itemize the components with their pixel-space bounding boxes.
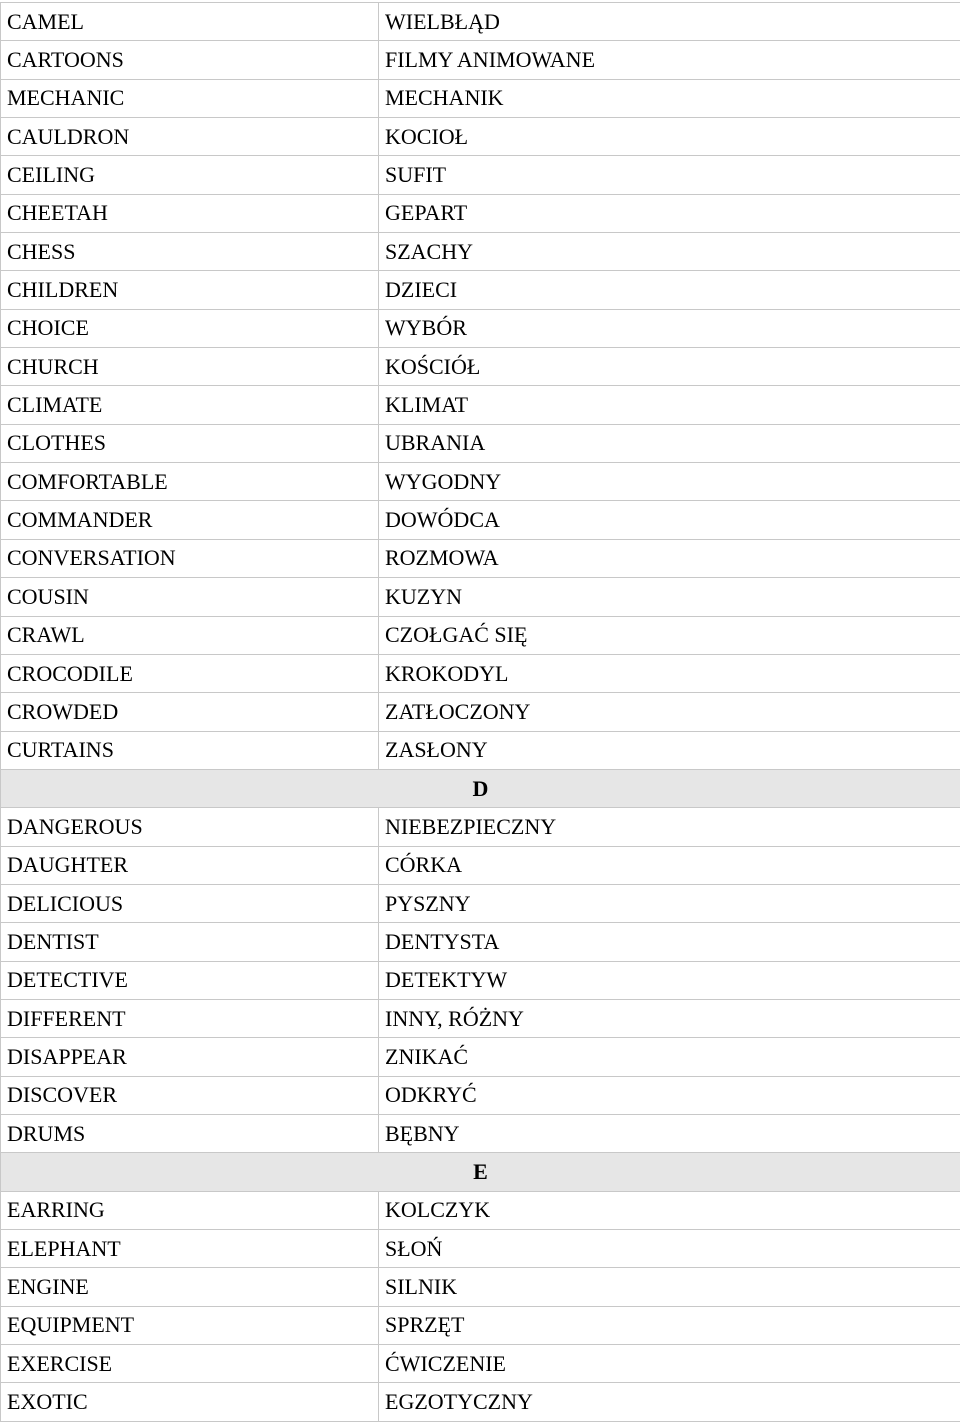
table-row (1, 1191, 960, 1229)
table-row (1, 923, 960, 961)
english-word: CROCODILE (1, 654, 379, 692)
polish-translation: MECHANIK (379, 79, 960, 117)
table-row (1, 1268, 960, 1306)
polish-translation: SPRZĘT (379, 1306, 960, 1344)
table-row (1, 194, 960, 232)
english-word: CURTAINS (1, 731, 379, 769)
english-word: COMMANDER (1, 501, 379, 539)
polish-translation: KLIMAT (379, 386, 960, 424)
table-row (1, 156, 960, 194)
polish-translation: CÓRKA (379, 846, 960, 884)
table-row (1, 41, 960, 79)
polish-translation: WYGODNY (379, 463, 960, 501)
table-row (1, 1038, 960, 1076)
polish-translation: ZATŁOCZONY (379, 693, 960, 731)
table-row (1, 1345, 960, 1383)
table-row (1, 961, 960, 999)
section-letter: D (1, 769, 960, 807)
polish-translation: KOŚCIÓŁ (379, 348, 960, 386)
table-row (1, 731, 960, 769)
english-word: EXOTIC (1, 1383, 379, 1421)
polish-translation: KROKODYL (379, 654, 960, 692)
polish-translation: PYSZNY (379, 884, 960, 922)
polish-translation: WYBÓR (379, 309, 960, 347)
polish-translation: SŁOŃ (379, 1230, 960, 1268)
polish-translation: ZNIKAĆ (379, 1038, 960, 1076)
polish-translation: DETEKTYW (379, 961, 960, 999)
table-row (1, 386, 960, 424)
english-word: CHILDREN (1, 271, 379, 309)
table-row (1, 463, 960, 501)
table-row (1, 1114, 960, 1152)
section-header-row (1, 1153, 960, 1191)
english-word: CAULDRON (1, 118, 379, 156)
polish-translation: SUFIT (379, 156, 960, 194)
polish-translation: KOLCZYK (379, 1191, 960, 1229)
table-row (1, 424, 960, 462)
polish-translation: UBRANIA (379, 424, 960, 462)
english-word: ENGINE (1, 1268, 379, 1306)
polish-translation: FILMY ANIMOWANE (379, 41, 960, 79)
english-word: CONVERSATION (1, 539, 379, 577)
table-row (1, 309, 960, 347)
table-row (1, 884, 960, 922)
english-word: DELICIOUS (1, 884, 379, 922)
polish-translation: KUZYN (379, 578, 960, 616)
polish-translation: DENTYSTA (379, 923, 960, 961)
polish-translation: ĆWICZENIE (379, 1345, 960, 1383)
table-row (1, 1230, 960, 1268)
table-row (1, 271, 960, 309)
english-word: DETECTIVE (1, 961, 379, 999)
polish-translation: NIEBEZPIECZNY (379, 808, 960, 846)
table-row (1, 118, 960, 156)
table-row (1, 578, 960, 616)
table-row (1, 846, 960, 884)
table-row (1, 1383, 960, 1421)
english-word: EARRING (1, 1191, 379, 1229)
table-row (1, 3, 960, 41)
english-word: DRUMS (1, 1114, 379, 1152)
polish-translation: ODKRYĆ (379, 1076, 960, 1114)
table-row (1, 501, 960, 539)
english-word: CARTOONS (1, 41, 379, 79)
english-word: CLOTHES (1, 424, 379, 462)
english-word: DANGEROUS (1, 808, 379, 846)
vocabulary-table (0, 2, 960, 1422)
table-row (1, 808, 960, 846)
english-word: COMFORTABLE (1, 463, 379, 501)
english-word: CEILING (1, 156, 379, 194)
table-row (1, 348, 960, 386)
english-word: DISAPPEAR (1, 1038, 379, 1076)
english-word: CHEETAH (1, 194, 379, 232)
polish-translation: DOWÓDCA (379, 501, 960, 539)
polish-translation: EGZOTYCZNY (379, 1383, 960, 1421)
english-word: CRAWL (1, 616, 379, 654)
english-word: EXERCISE (1, 1345, 379, 1383)
table-row (1, 654, 960, 692)
section-letter: E (1, 1153, 960, 1191)
english-word: DAUGHTER (1, 846, 379, 884)
table-row (1, 1306, 960, 1344)
polish-translation: BĘBNY (379, 1114, 960, 1152)
english-word: DISCOVER (1, 1076, 379, 1114)
english-word: CAMEL (1, 3, 379, 41)
english-word: CHOICE (1, 309, 379, 347)
polish-translation: SILNIK (379, 1268, 960, 1306)
table-row (1, 79, 960, 117)
english-word: CLIMATE (1, 386, 379, 424)
polish-translation: CZOŁGAĆ SIĘ (379, 616, 960, 654)
vocabulary-table-body (1, 3, 960, 1422)
polish-translation: SZACHY (379, 233, 960, 271)
table-row (1, 1076, 960, 1114)
english-word: CROWDED (1, 693, 379, 731)
table-row (1, 539, 960, 577)
english-word: CHESS (1, 233, 379, 271)
english-word: DIFFERENT (1, 999, 379, 1037)
polish-translation: KOCIOŁ (379, 118, 960, 156)
table-row (1, 233, 960, 271)
table-row (1, 693, 960, 731)
english-word: EQUIPMENT (1, 1306, 379, 1344)
table-row (1, 616, 960, 654)
polish-translation: WIELBŁĄD (379, 3, 960, 41)
polish-translation: ROZMOWA (379, 539, 960, 577)
polish-translation: DZIECI (379, 271, 960, 309)
english-word: COUSIN (1, 578, 379, 616)
polish-translation: GEPART (379, 194, 960, 232)
english-word: ELEPHANT (1, 1230, 379, 1268)
polish-translation: INNY, RÓŻNY (379, 999, 960, 1037)
table-row (1, 999, 960, 1037)
polish-translation: ZASŁONY (379, 731, 960, 769)
english-word: DENTIST (1, 923, 379, 961)
english-word: CHURCH (1, 348, 379, 386)
section-header-row (1, 769, 960, 807)
english-word: MECHANIC (1, 79, 379, 117)
